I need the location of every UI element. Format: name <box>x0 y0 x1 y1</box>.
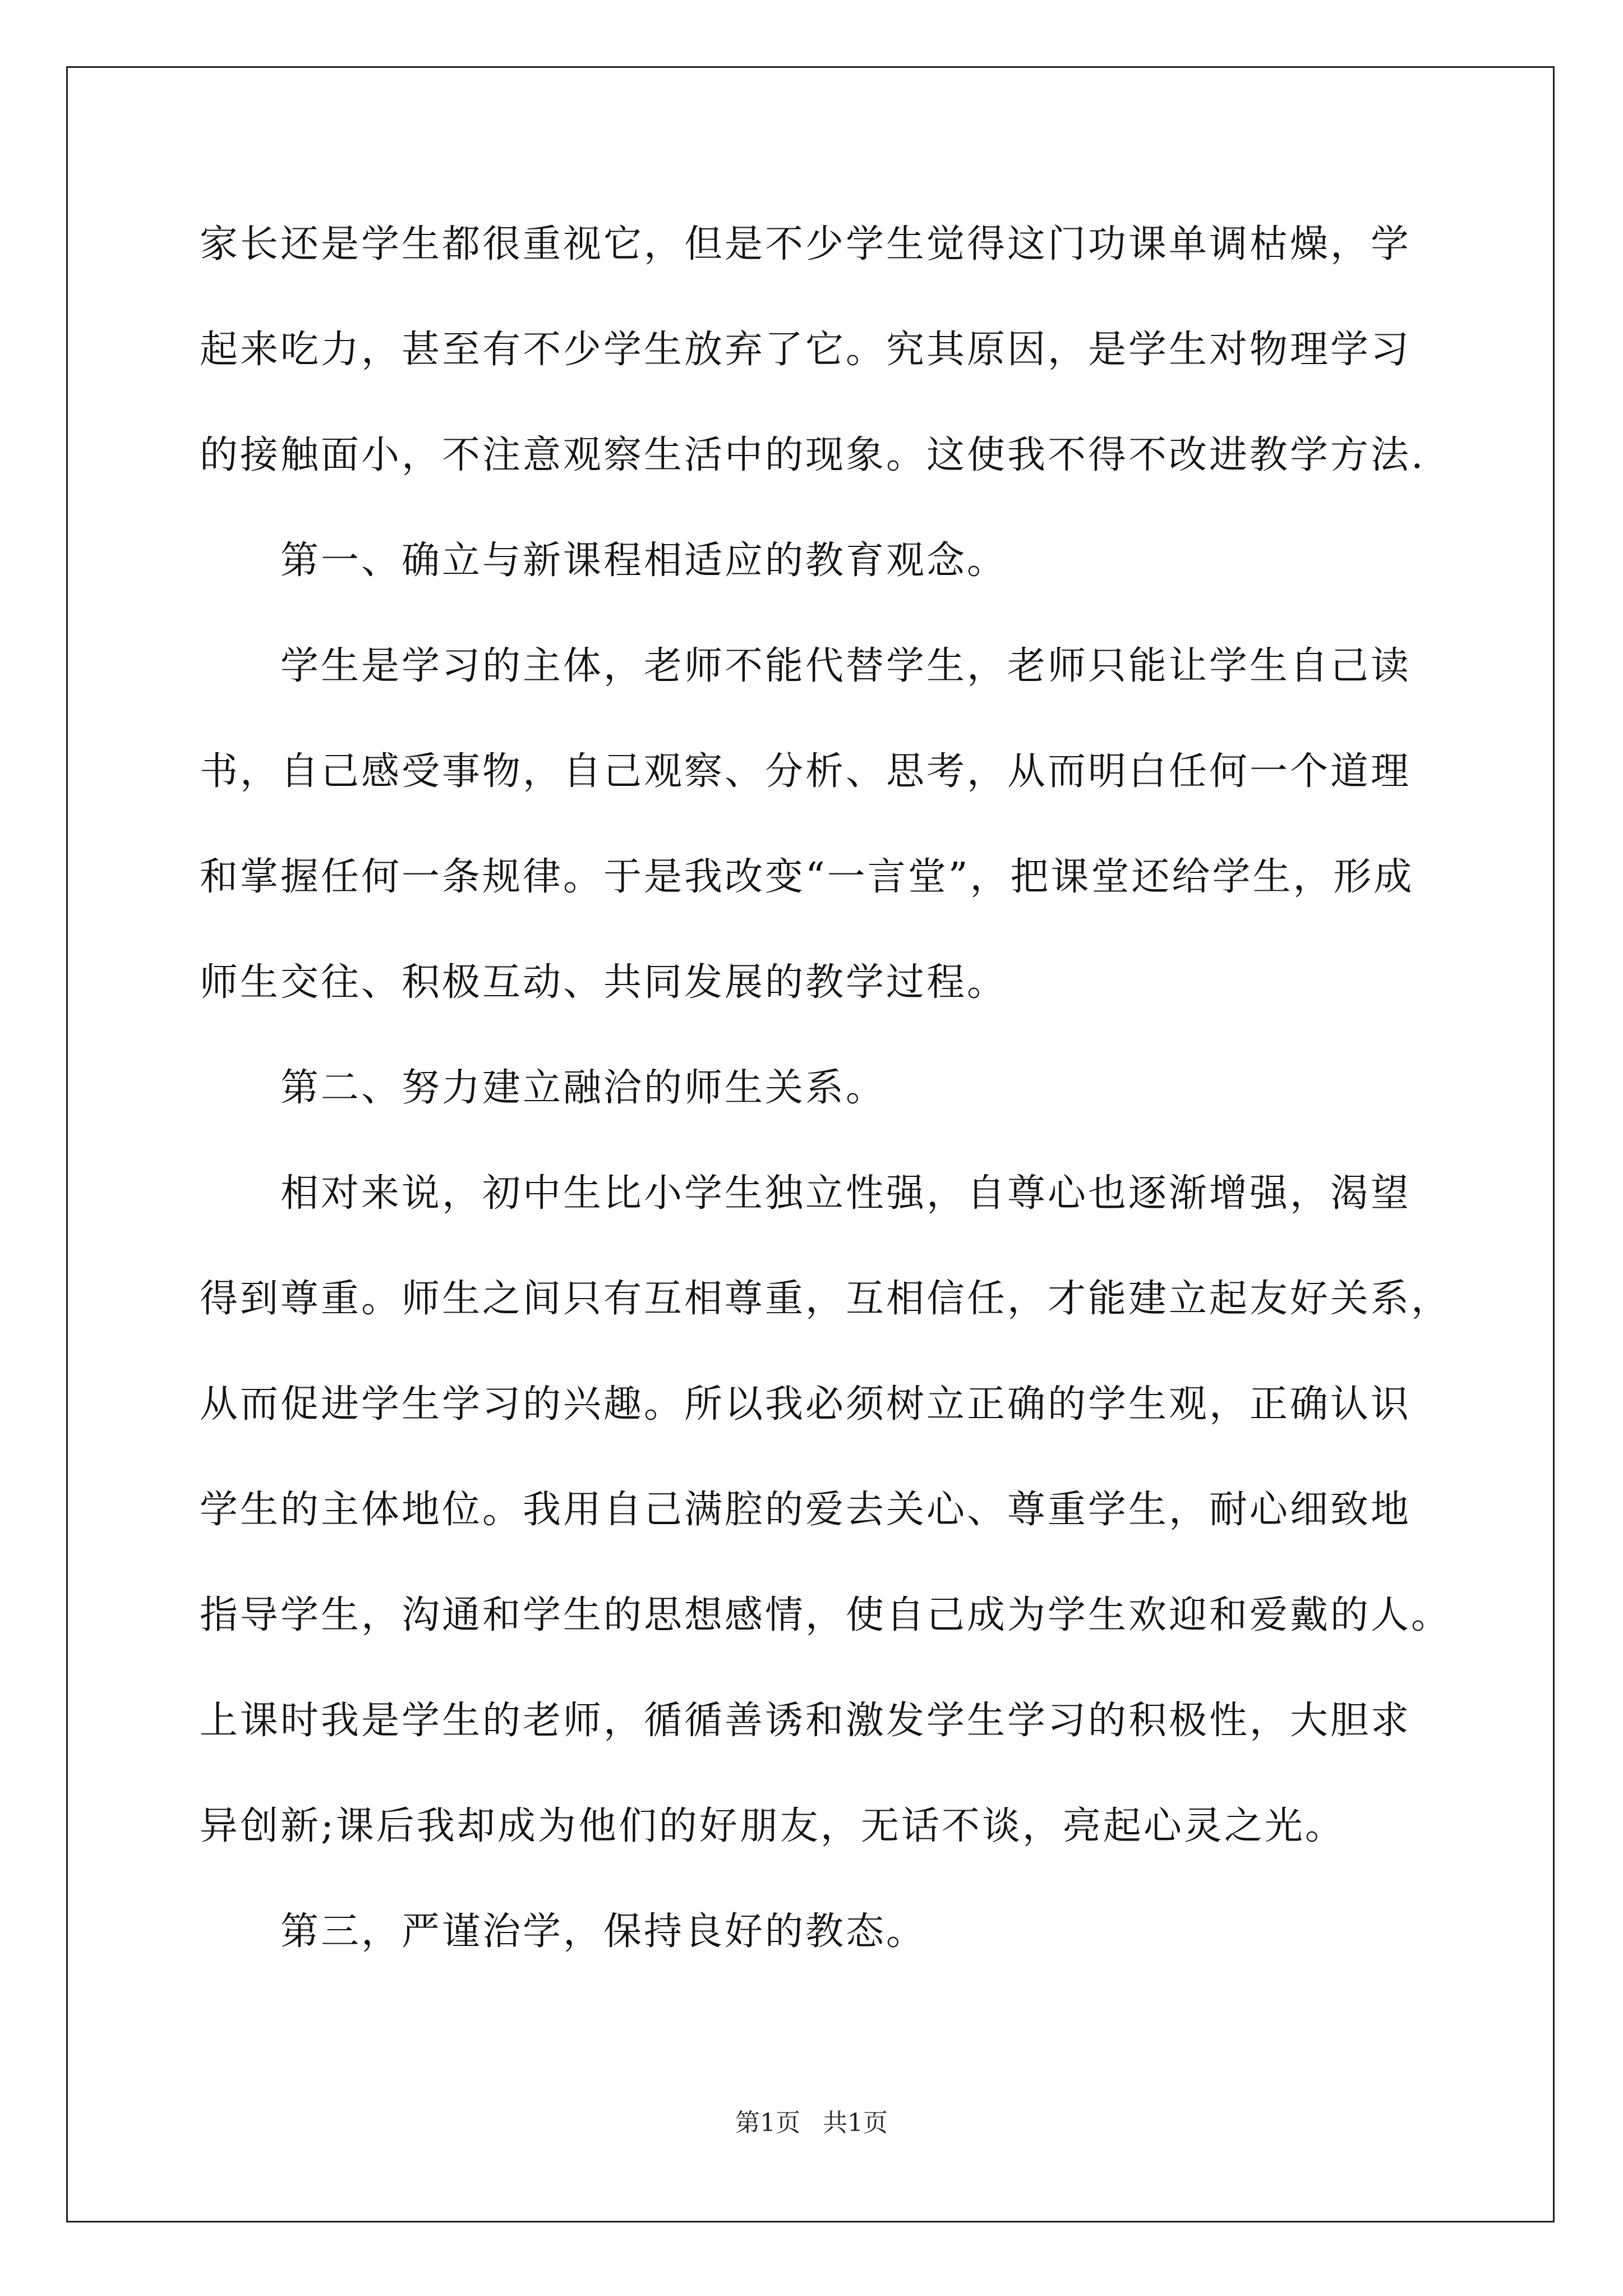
body-line: 上课时我是学生的老师，循循善诱和激发学生学习的积极性，大胆求 <box>200 1699 1412 1743</box>
body-line: 学生是学习的主体，老师不能代替学生，老师只能让学生自己读 <box>280 644 1412 688</box>
body-line: 师生交往、积极互动、共同发展的教学过程。 <box>200 960 1008 1005</box>
page-footer <box>0 2102 1623 2138</box>
body-line: 家长还是学生都很重视它，但是不少学生觉得这门功课单调枯燥，学 <box>200 222 1412 266</box>
section-heading: 第一、确立与新课程相适应的教育观念。 <box>280 539 1008 583</box>
body-line: 得到尊重。师生之间只有互相尊重，互相信任，才能建立起友好关系， <box>200 1277 1452 1321</box>
section-heading: 第三，严谨治学，保持良好的教态。 <box>280 1910 927 1954</box>
section-heading: 第二、努力建立融洽的师生关系。 <box>280 1066 887 1110</box>
body-line: 和掌握任何一条规律。于是我改变“一言堂”，把课堂还给学生，形成 <box>200 855 1414 899</box>
body-line: 起来吃力，甚至有不少学生放弃了它。究其原因，是学生对物理学习 <box>200 328 1412 372</box>
page-border <box>66 66 1555 2223</box>
body-line: 从而促进学生学习的兴趣。所以我必须树立正确的学生观，正确认识 <box>200 1382 1412 1427</box>
body-line: 相对来说，初中生比小学生独立性强，自尊心也逐渐增强，渴望 <box>280 1171 1412 1216</box>
body-line: 指导学生，沟通和学生的思想感情，使自己成为学生欢迎和爱戴的人。 <box>200 1593 1452 1637</box>
body-line: 书，自己感受事物，自己观察、分析、思考，从而明白任何一个道理 <box>200 749 1412 794</box>
body-line: 的接触面小，不注意观察生活中的现象。这使我不得不改进教学方法. <box>200 433 1426 477</box>
page-total: 共1页 <box>823 2109 888 2137</box>
body-line: 异创新;课后我却成为他们的好朋友，无话不谈，亮起心灵之光。 <box>200 1804 1345 1848</box>
body-line: 学生的主体地位。我用自己满腔的爱去关心、尊重学生，耐心细致地 <box>200 1488 1412 1532</box>
page-number: 第1页 <box>735 2109 800 2137</box>
